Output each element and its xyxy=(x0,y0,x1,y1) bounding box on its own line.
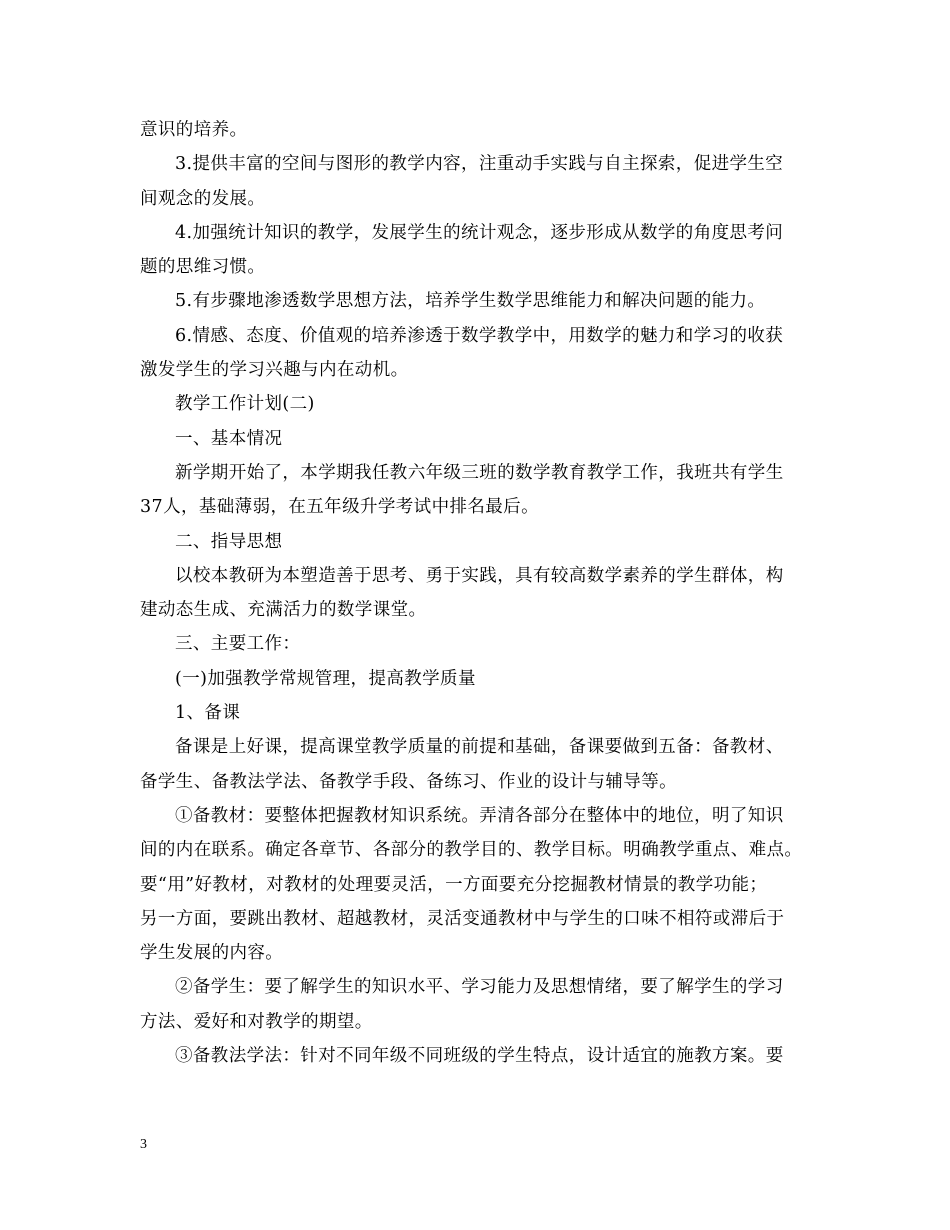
text-line: 以校本教研为本塑造善于思考、勇于实践，具有较高数学素养的学生群体，构 xyxy=(175,565,784,586)
text-line: 建动态生成、充满活力的数学课堂。 xyxy=(140,600,427,621)
subsection-heading: (一)加强教学常规管理，提高教学质量 xyxy=(175,668,476,689)
text-line: 要“用”好教材，对教材的处理要灵活，一方面要充分挖掘教材情景的教学功能； xyxy=(140,874,768,895)
section-heading: 一、基本情况 xyxy=(175,428,283,449)
text-line: 激发学生的学习兴趣与内在动机。 xyxy=(140,360,409,381)
text-line: 3.提供丰富的空间与图形的教学内容，注重动手实践与自主探索，促进学生空 xyxy=(175,154,784,175)
text-line: 备学生、备教法学法、备教学手段、备练习、作业的设计与辅导等。 xyxy=(140,771,677,792)
text-line: ②备学生：要了解学生的知识水平、学习能力及思想情绪，要了解学生的学习 xyxy=(175,977,784,998)
section-heading: 二、指导思想 xyxy=(175,531,283,552)
section-heading: 三、主要工作： xyxy=(175,634,301,655)
text-line: 另一方面，要跳出教材、超越教材，灵活变通教材中与学生的口味不相符或滞后于 xyxy=(140,908,785,929)
text-line: 方法、爱好和对教学的期望。 xyxy=(140,1011,373,1032)
text-line: 4.加强统计知识的教学，发展学生的统计观念，逐步形成从数学的角度思考问 xyxy=(175,222,784,243)
document-body xyxy=(140,113,830,1073)
subsection-heading: 1、备课 xyxy=(175,703,241,724)
section-title: 教学工作计划(二) xyxy=(175,394,315,415)
text-line: 间的内在联系。确定各章节、各部分的教学目的、教学目标。明确教学重点、难点。 xyxy=(140,840,803,861)
text-line: 学生发展的内容。 xyxy=(140,943,284,964)
text-line: ①备教材：要整体把握教材知识系统。弄清各部分在整体中的地位，明了知识 xyxy=(175,805,784,826)
text-line: 37人，基础薄弱，在五年级升学考试中排名最后。 xyxy=(140,497,539,518)
text-line: ③备教法学法：针对不同年级不同班级的学生特点，设计适宜的施教方案。要 xyxy=(175,1046,784,1067)
text-line: 备课是上好课，提高课堂教学质量的前提和基础，备课要做到五备：备教材、 xyxy=(175,737,784,758)
text-line: 间观念的发展。 xyxy=(140,188,266,209)
text-line: 6.情感、态度、价值观的培养渗透于数学教学中，用数学的魅力和学习的收获 xyxy=(175,325,784,346)
text-line: 题的思维习惯。 xyxy=(140,257,266,278)
text-line: 新学期开始了，本学期我任教六年级三班的数学教育教学工作，我班共有学生 xyxy=(175,462,784,483)
text-line: 意识的培养。 xyxy=(140,120,248,140)
text-line: 5.有步骤地渗透数学思想方法，培养学生数学思维能力和解决问题的能力。 xyxy=(175,291,766,312)
page-number: 3 xyxy=(140,1137,147,1152)
